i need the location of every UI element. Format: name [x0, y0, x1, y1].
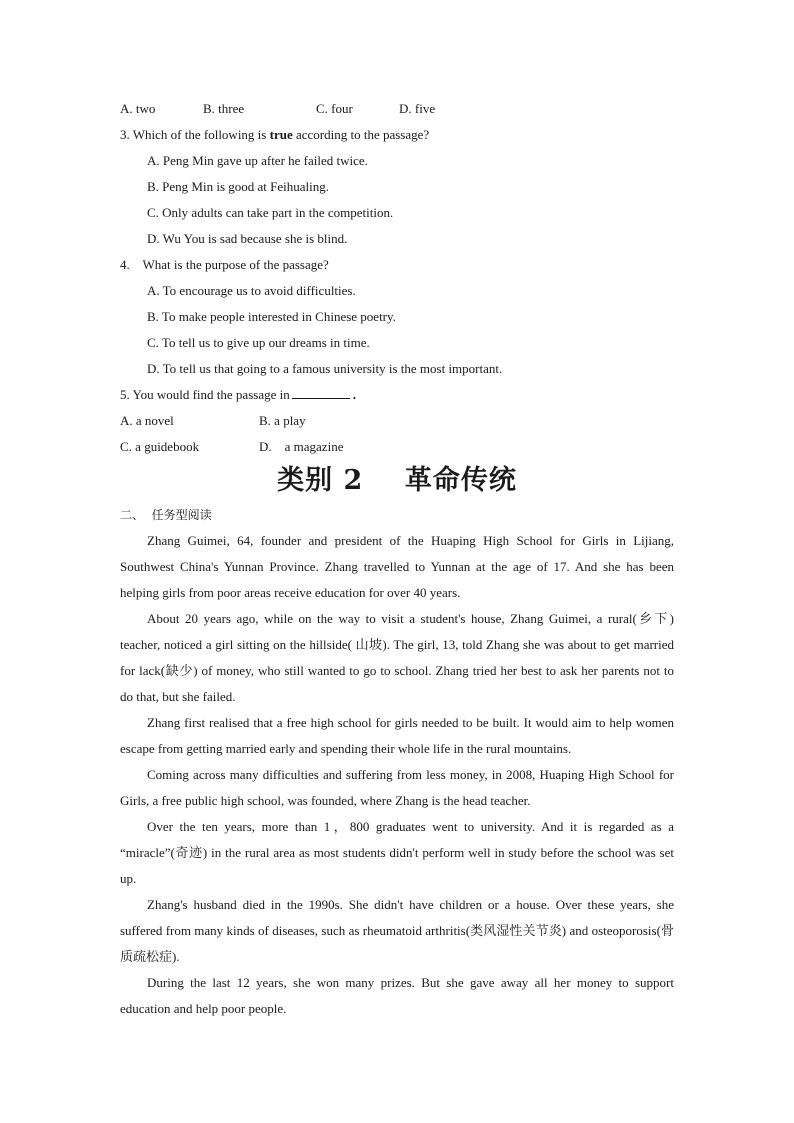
q3-stem-bold: true: [269, 127, 293, 142]
q5-option-d: D. a magazine: [259, 439, 344, 454]
q3-option-d: D. Wu You is sad because she is blind.: [147, 231, 348, 246]
q3-stem: [120, 127, 429, 143]
q5-stem-text: 5. You would find the passage in: [120, 387, 290, 402]
q4-option-d: D. To tell us that going to a famous university is the most important.: [147, 361, 503, 376]
paragraph-4: Coming across many difficulties and suffering from less money, in 2008, Huaping High School for Girls, a free public high school, was founded, where Zhang is the head teacher.: [120, 767, 674, 808]
q3-option-a: A. Peng Min gave up after he failed twice.: [147, 153, 368, 168]
q5-stem: [120, 387, 356, 403]
section-title: 类别 2 革命传统: [277, 465, 517, 496]
q2-option-b: B. three: [203, 101, 245, 116]
q3-option-c: C. Only adults can take part in the competition.: [147, 205, 394, 220]
answer-blank: [292, 387, 350, 399]
paragraph-5: Over the ten years, more than 1，800 graduates went to university. And it is regarded as a “miracle”(奇迹) in the rural area as most students didn't perform well in study before the school was set up.: [120, 819, 674, 886]
q2-option-d: D. five: [399, 101, 436, 116]
paragraph-1: Zhang Guimei, 64, founder and president of the Huaping High School for Girls in Lijiang, Southwest China's Yunnan Province. Zhang travelled to Yunnan at the age of 17. And she has been helping girls from poor areas receive education for over 40 years.: [120, 533, 674, 600]
q4-option-c: C. To tell us to give up our dreams in time.: [147, 335, 370, 350]
q4-option-b: B. To make people interested in Chinese poetry.: [147, 309, 396, 324]
q3-option-b: B. Peng Min is good at Feihualing.: [147, 179, 329, 194]
paragraph-7: During the last 12 years, she won many prizes. But she gave away all her money to support education and help poor people.: [120, 975, 674, 1016]
q2-option-c: C. four: [316, 101, 353, 116]
passage: [120, 528, 674, 1022]
q5-option-b: B. a play: [259, 413, 306, 428]
q4-stem: 4. What is the purpose of the passage?: [120, 257, 329, 272]
paragraph-3: Zhang first realised that a free high school for girls needed to be built. It would aim to help women escape from getting married early and spending their whole life in the rural mountains.: [120, 715, 674, 756]
paragraph-6: Zhang's husband died in the 1990s. She didn't have children or a house. Over these years, she suffered from many kinds of diseases, such as rheumatoid arthritis(类风湿性关节炎) and osteoporosis(骨质疏松症).: [120, 897, 674, 964]
q5-option-c: C. a guidebook: [120, 439, 200, 454]
q2-option-a: A. two: [120, 101, 156, 116]
paragraph-2: About 20 years ago, while on the way to visit a student's house, Zhang Guimei, a rural(乡下) teacher, noticed a girl sitting on the hillside( 山坡). The girl, 13, told Zhang she was about to get married for lack(缺少) of money, who still wanted to go to school. Zhang tried her best to ask her parents not to do that, but she failed.: [120, 611, 674, 704]
section-heading: 二、 任务型阅读: [120, 508, 212, 522]
q5-stem-end: .: [352, 387, 356, 402]
q4-option-a: A. To encourage us to avoid difficulties.: [147, 283, 356, 298]
q3-stem-suffix: according to the passage?: [292, 127, 430, 142]
q3-stem-prefix: 3. Which of the following is: [120, 127, 270, 142]
q5-option-a: A. a novel: [120, 413, 174, 428]
